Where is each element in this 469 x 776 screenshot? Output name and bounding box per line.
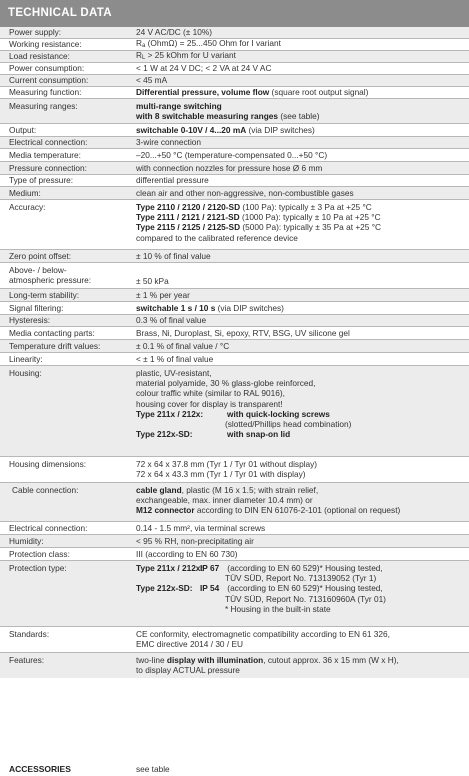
spec-value: 0.3 % of final value <box>136 315 207 326</box>
spec-value: CE conformity, electromagnetic compatibility according to EN 61 326, EMC directive 2014 / 30 / EU <box>136 629 390 650</box>
spec-row-humidity <box>0 535 469 548</box>
spec-label: Medium: <box>9 187 41 198</box>
spec-label: Type of pressure: <box>9 175 74 186</box>
spec-row-pressure-connection <box>0 162 469 175</box>
spec-row-measuring-function <box>0 87 469 99</box>
spec-value: clean air and other non-aggressive, non-combustible gases <box>136 187 354 198</box>
spec-row-current-consumption <box>0 75 469 87</box>
spec-value: Type 211x / 212x:IP 67 (according to EN 60 529)* Housing tested, TÜV SÜD, Report No. 713139052 (Tyr 1) Type 212x-SD: IP 54 (according to EN 60 529)* Housing tested, TÜV SÜD, Report No. 713160960A (Tyr 01) * Housing in the built-in state <box>136 563 386 614</box>
spec-row-temperature-drift <box>0 340 469 353</box>
spec-row-medium <box>0 187 469 200</box>
spec-table <box>0 27 469 678</box>
spec-value: Brass, Ni, Duroplast, Si, epoxy, RTV, BSG, UV silicone gel <box>136 327 350 338</box>
spec-label: Temperature drift values: <box>9 340 101 351</box>
accessories-label: ACCESSORIES <box>9 764 71 774</box>
spec-value: differential pressure <box>136 175 209 186</box>
spec-row-linearity <box>0 353 469 366</box>
spec-value: ± 50 kPa <box>136 276 169 286</box>
spec-label: Linearity: <box>9 353 43 364</box>
spec-value: plastic, UV-resistant, material polyamide, 30 % glass-globe reinforced, colour traffic white (similar to RAL 9016), housing cover for display is transparent! Type 211x / 212x: with quick-locking screws (slotted/Phillips head combination) Type 212x-SD: with snap-on lid <box>136 368 352 440</box>
spec-row-type-of-pressure <box>0 175 469 187</box>
spec-label: Hysteresis: <box>9 315 51 326</box>
spec-row-housing-dimensions <box>0 457 469 483</box>
section-header: TECHNICAL DATA <box>0 0 469 27</box>
spec-label: Measuring ranges: <box>9 101 78 111</box>
accessories-value: see table <box>136 764 170 774</box>
spec-row-hysteresis <box>0 315 469 327</box>
spec-label: Working resistance: <box>9 39 82 50</box>
spec-label: Media temperature: <box>9 149 81 160</box>
spec-label: Features: <box>9 655 45 665</box>
spec-value: 0.14 - 1.5 mm², via terminal screws <box>136 522 266 533</box>
spec-value: –20...+50 °C (temperature-compensated 0...+50 °C) <box>136 149 328 160</box>
spec-row-atmospheric-pressure <box>0 263 469 289</box>
spec-row-electrical-connection <box>0 137 469 149</box>
spec-value: III (according to EN 60 730) <box>136 548 238 559</box>
spec-label: Standards: <box>9 629 50 639</box>
spec-value: < 95 % RH, non-precipitating air <box>136 535 254 546</box>
spec-label: Electrical connection: <box>9 522 88 533</box>
spec-label: Humidity: <box>9 535 44 546</box>
spec-label: Zero point offset: <box>9 250 72 261</box>
spec-label: Cable connection: <box>12 485 79 495</box>
spec-row-zero-point-offset <box>0 250 469 263</box>
spec-label: Power consumption: <box>9 63 85 74</box>
spec-value: Differential pressure, volume flow (square root output signal) <box>136 87 369 98</box>
spec-value: ± 0.1 % of final value / °C <box>136 340 230 351</box>
spec-value: with connection nozzles for pressure hose Ø 6 mm <box>136 162 323 173</box>
spec-value: multi-range switching with 8 switchable measuring ranges (see table) <box>136 101 320 122</box>
spec-row-power-consumption <box>0 63 469 75</box>
spec-row-protection-type <box>0 561 469 627</box>
spec-row-long-term-stability <box>0 289 469 302</box>
spec-value: Ra (OhmΩ) = 25...450 Ohm for I variant <box>136 37 281 49</box>
spec-label: Housing dimensions: <box>9 459 87 469</box>
spec-value: RL > 25 kOhm for U variant <box>136 49 236 61</box>
spec-value: Type 2110 / 2120 / 2120-SD (100 Pa): typically ± 3 Pa at +25 °C Type 2111 / 2121 / 2121-SD (1000 Pa): typically ± 10 Pa at +25 °C Type 2115 / 2125 / 2125-SD (5000 Pa): typically ± 35 Pa at +25 °C compared to the calibrated reference device <box>136 202 382 243</box>
spec-value: switchable 0-10V / 4...20 mA (via DIP switches) <box>136 124 315 135</box>
spec-row-media-temperature <box>0 149 469 162</box>
spec-row-signal-filtering <box>0 302 469 315</box>
spec-label: Media contacting parts: <box>9 327 95 338</box>
spec-label: Protection class: <box>9 548 70 559</box>
spec-label: Above- / below- atmospheric pressure: <box>9 265 92 286</box>
spec-label: Current consumption: <box>9 75 89 86</box>
spec-label: Electrical connection: <box>9 137 88 148</box>
accessories-row <box>0 764 469 776</box>
spec-label: Load resistance: <box>9 51 70 62</box>
spec-value: 3-wire connection <box>136 137 202 148</box>
spec-row-housing <box>0 366 469 457</box>
spec-label: Power supply: <box>9 27 62 38</box>
spec-value: 24 V AC/DC (± 10%) <box>136 27 213 38</box>
spec-row-load-resistance <box>0 51 469 63</box>
spec-value: two-line display with illumination, cutout approx. 36 x 15 mm (W x H), to display ACTUAL pressure <box>136 655 399 676</box>
spec-value: switchable 1 s / 10 s (via DIP switches) <box>136 302 284 313</box>
spec-row-media-contacting-parts <box>0 327 469 340</box>
spec-row-standards <box>0 627 469 653</box>
spec-value: cable gland, plastic (M 16 x 1.5; with strain relief, exchangeable, max. inner diameter 10.4 mm) or M12 connector according to DIN EN 61076-2-101 (optional on request) <box>136 485 401 516</box>
spec-row-output <box>0 124 469 137</box>
spec-value: ± 10 % of final value <box>136 250 211 261</box>
spec-row-cable-connection <box>0 483 469 522</box>
spec-value: < ± 1 % of final value <box>136 353 214 364</box>
spec-label: Measuring function: <box>9 87 82 98</box>
spec-label: Output: <box>9 124 37 135</box>
spec-label: Long-term stability: <box>9 289 80 300</box>
spec-value: 72 x 64 x 37.8 mm (Tyr 1 / Tyr 01 without display) 72 x 64 x 43.3 mm (Tyr 1 / Tyr 01 with display) <box>136 459 318 480</box>
spec-row-features <box>0 653 469 678</box>
spec-label: Protection type: <box>9 563 67 573</box>
spec-value: ± 1 % per year <box>136 289 190 300</box>
spec-label: Housing: <box>9 368 42 378</box>
spec-label: Signal filtering: <box>9 302 64 313</box>
spec-label: Accuracy: <box>9 202 46 212</box>
spec-value: < 1 W at 24 V DC; < 2 VA at 24 V AC <box>136 63 272 74</box>
spec-label: Pressure connection: <box>9 162 87 173</box>
spec-row-protection-class <box>0 548 469 561</box>
spec-value: < 45 mA <box>136 75 168 86</box>
spec-row-electrical-connection-terminals <box>0 522 469 535</box>
spec-row-accuracy <box>0 200 469 250</box>
spec-row-measuring-ranges <box>0 99 469 124</box>
